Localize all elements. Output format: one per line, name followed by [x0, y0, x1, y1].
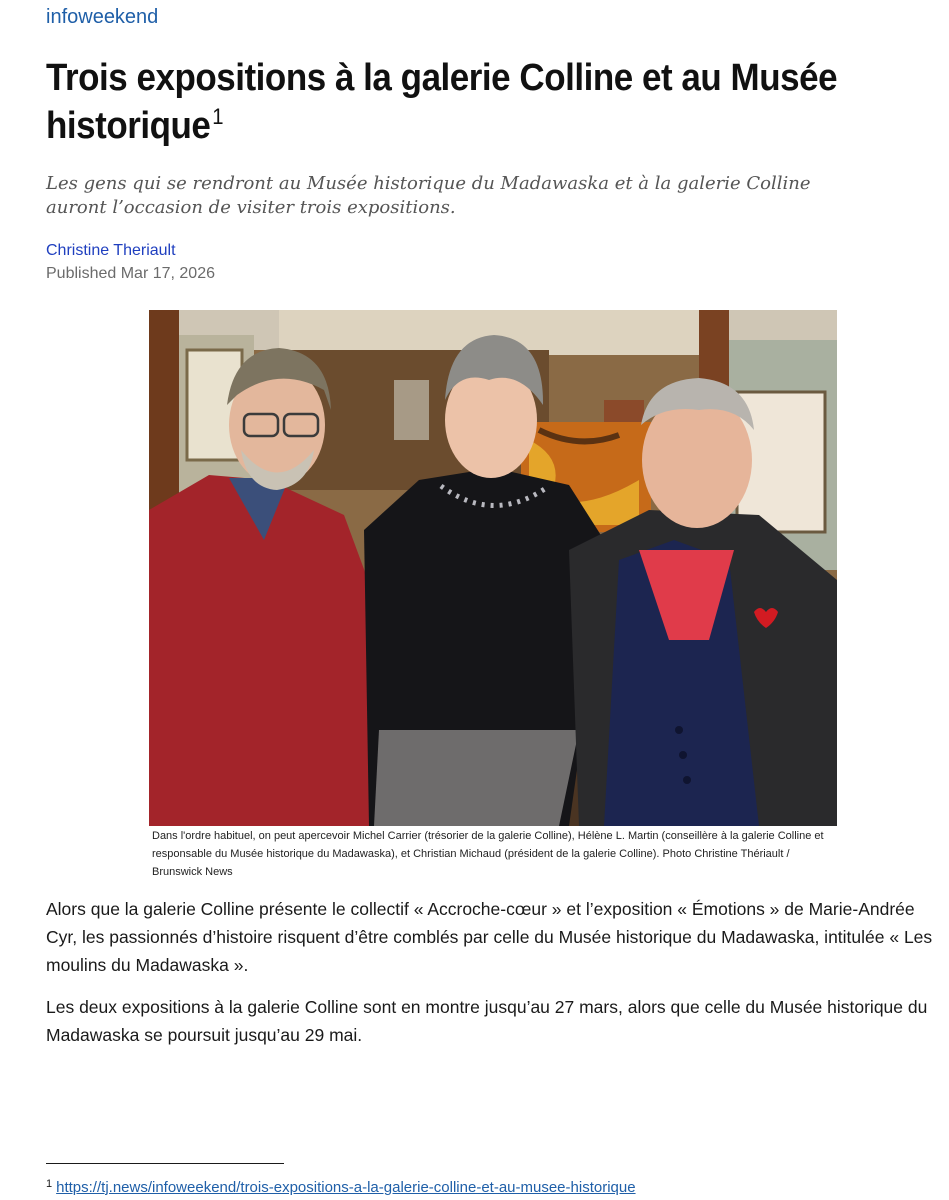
- footnote-number: 1: [46, 1178, 53, 1190]
- footnote-divider: [46, 1163, 284, 1164]
- article-paragraph-1: Alors que la galerie Colline présente le collectif « Accroche-cœur » et l’exposition « Émotions » de Marie-Andrée Cyr, les passionnés d’histoire risquent d’être comblés par celle du Musée historique du Madawaska, intitulée « Les moulins du Madawaska ».: [46, 899, 933, 975]
- photo-caption: Dans l'ordre habituel, on peut apercevoir Michel Carrier (trésorier de la galerie Colline), Hélène L. Martin (conseillère à la galerie Colline et responsable du Musée historique du Madawaska), et Christian Michaud (président de la galerie Colline). Photo Christine Thériault / Brunswick News: [152, 830, 824, 878]
- title-footnote-ref[interactable]: 1: [212, 104, 224, 129]
- section-link-infoweekend[interactable]: infoweekend: [46, 6, 159, 28]
- article-subtitle: Les gens qui se rendront au Musée historique du Madawaska et à la galerie Colline auront l’occasion de visiter trois expositions.: [46, 173, 811, 218]
- article-paragraph-2: Les deux expositions à la galerie Colline sont en montre jusqu’au 27 mars, alors que celle du Musée historique du Madawaska se poursuit jusqu’au 29 mai.: [46, 997, 928, 1045]
- article-title-text: Trois expositions à la galerie Colline et au Musée historique: [46, 57, 838, 147]
- article-photo: [149, 310, 837, 826]
- footnote: [46, 1178, 636, 1196]
- author-link[interactable]: Christine Theriault: [46, 242, 176, 259]
- published-date: Published Mar 17, 2026: [46, 265, 215, 282]
- article-title: [46, 54, 837, 150]
- footnote-link[interactable]: https://tj.news/infoweekend/trois-expositions-a-la-galerie-colline-et-au-musee-historique: [56, 1179, 636, 1196]
